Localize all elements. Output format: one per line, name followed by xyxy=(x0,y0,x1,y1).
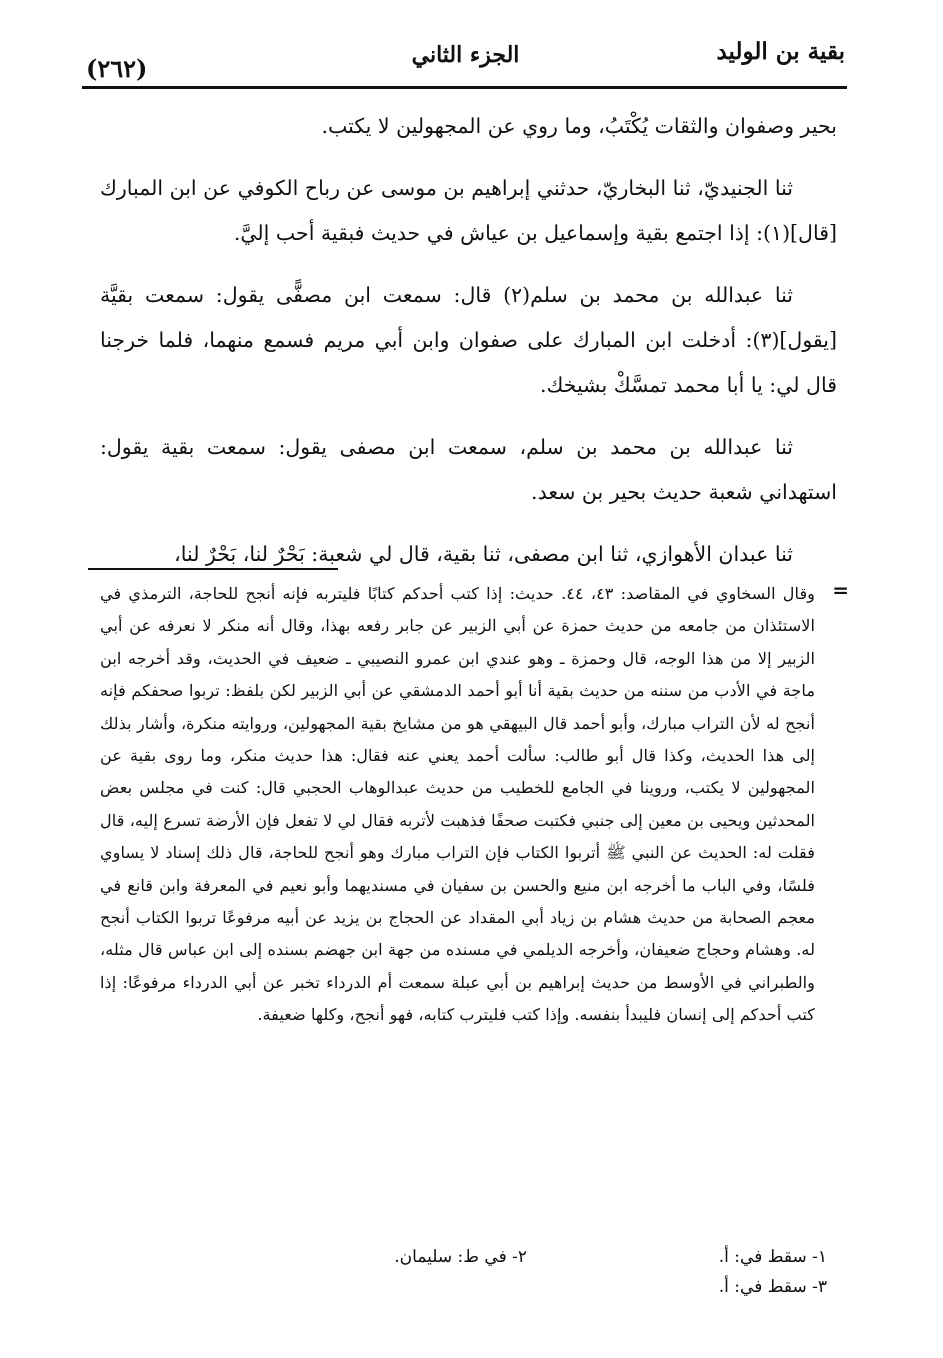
footnote-1: ١- سقط في: أ. xyxy=(718,1247,827,1267)
paragraph: ثنا عبدالله بن محمد بن سلم، سمعت ابن مصفى يقول: سمعت بقية يقول: استهداني شعبة حديث بحير بن سعد. xyxy=(100,435,837,504)
footnote-continued-text: وقال السخاوي في المقاصد: ٤٣، ٤٤. حديث: إذا كتب أحدكم كتابًا فليتربه فإنه أنجح للحاجة، الترمذي في الاستئذان من جامعه من حديث حمزة عن أبي الزبير عن جابر رفعه بهذا، وقال أنه منكر لا نعرفه عن أبي الزبير إلا من هذا الوجه، قال وحمزة ـ وهو عندي ابن عمرو النصيبي ـ ضعيف في الحديث، وقد أخرجه ابن ماجة في الأدب من سننه من حديث بقية أنا أبو أحمد الدمشقي عن أبي الزبير لكن بلفظ: تربوا صحفكم فإنه أنجح له لأن التراب مبارك، وأبو أحمد قال البيهقي هو من مشايخ بقية المجهولين، وروايته منكرة، وأشار بذلك إلى هذا الحديث، وكذا قال أبو طالب: سألت أحمد يعني عنه فقال: هذا حديث منكر، وما روى بقية عن المجهولين لا يكتب، وروينا في الجامع للخطيب من حديث عبدالوهاب الحجبي قال: كنت في مجلس بعض المحدثين ويحيى بن معين إلى جنبي فكتبت صحفًا فذهبت لأتربه فقال لي لا تفعل فإن الأرضة تسرع إليه، قال فقلت له: الحديث عن النبي ﷺ أتربوا الكتاب فإن التراب مبارك وهو أنجح للحاجة، قال ذلك إسناد لا يساوي فلسًا، وفي الباب ما أخرجه ابن منيع والحسن بن سفيان في مسنديهما وأبو نعيم في المعرفة وابن قانع في معجم الصحابة من حديث هشام بن زياد أبي المقداد عن الحجاج بن يزيد عن أبيه مرفوعًا تربوا الكتاب أنجح له. وهشام وحجاج ضعيفان، وأخرجه الديلمي في مسنده من جهة ابن جهضم بسنده إلى ابن عباس قال مثله، والطبراني في الأوسط من حديث إبراهيم بن أبي عبلة سمعت أم الدرداء تخبر عن أبي الدرداء مرفوعًا: إذا كتب أحدكم إلى إنسان فليبدأ بنفسه. وإذا كتب فليترب كتابه، فهو أنجح، وكلها ضعيفة. xyxy=(100,584,815,1025)
footnote-row xyxy=(100,1272,827,1302)
paragraph: ثنا الجنيديّ، ثنا البخاريّ، حدثني إبراهيم بن موسى عن رباح الكوفي عن ابن المبارك [قال](١): إذا اجتمع بقية وإسماعيل بن عياش في حديث فبقية أحب إليَّ. xyxy=(100,176,837,245)
footnote-row xyxy=(100,1242,827,1272)
footnote-3: ٣- سقط في: أ. xyxy=(718,1277,827,1297)
page-header xyxy=(86,30,845,82)
section-title: بقية بن الوليد xyxy=(716,38,845,65)
paragraph: ثنا عبدان الأهوازي، ثنا ابن مصفى، ثنا بقية، قال لي شعبة: بَحْرٌ لنا، بَحْرٌ لنا، xyxy=(174,542,793,566)
header-divider xyxy=(82,86,847,89)
footnote-2: ٢- في ط: سليمان. xyxy=(394,1247,527,1267)
footnotes xyxy=(100,578,815,1032)
page-number: (٢٦٢) xyxy=(86,54,148,83)
main-text xyxy=(100,104,837,594)
footnote-divider xyxy=(88,568,338,570)
footnote-continuation-mark: = xyxy=(832,578,849,602)
volume-title: الجزء الثاني xyxy=(411,42,520,68)
paragraph: بحير وصفوان والثقات يُكْتَبُ، وما روي عن المجهولين لا يكتب. xyxy=(321,114,837,138)
footnote-list xyxy=(100,1242,827,1302)
paragraph: ثنا عبدالله بن محمد بن سلم(٢) قال: سمعت ابن مصفًّى يقول: سمعت بقيَّة [يقول](٣): أدخلت ابن المبارك على صفوان وابن أبي مريم فسمع منهما، فلما خرجنا قال لي: يا أبا محمد تمسَّكْ بشيخك. xyxy=(100,283,837,397)
